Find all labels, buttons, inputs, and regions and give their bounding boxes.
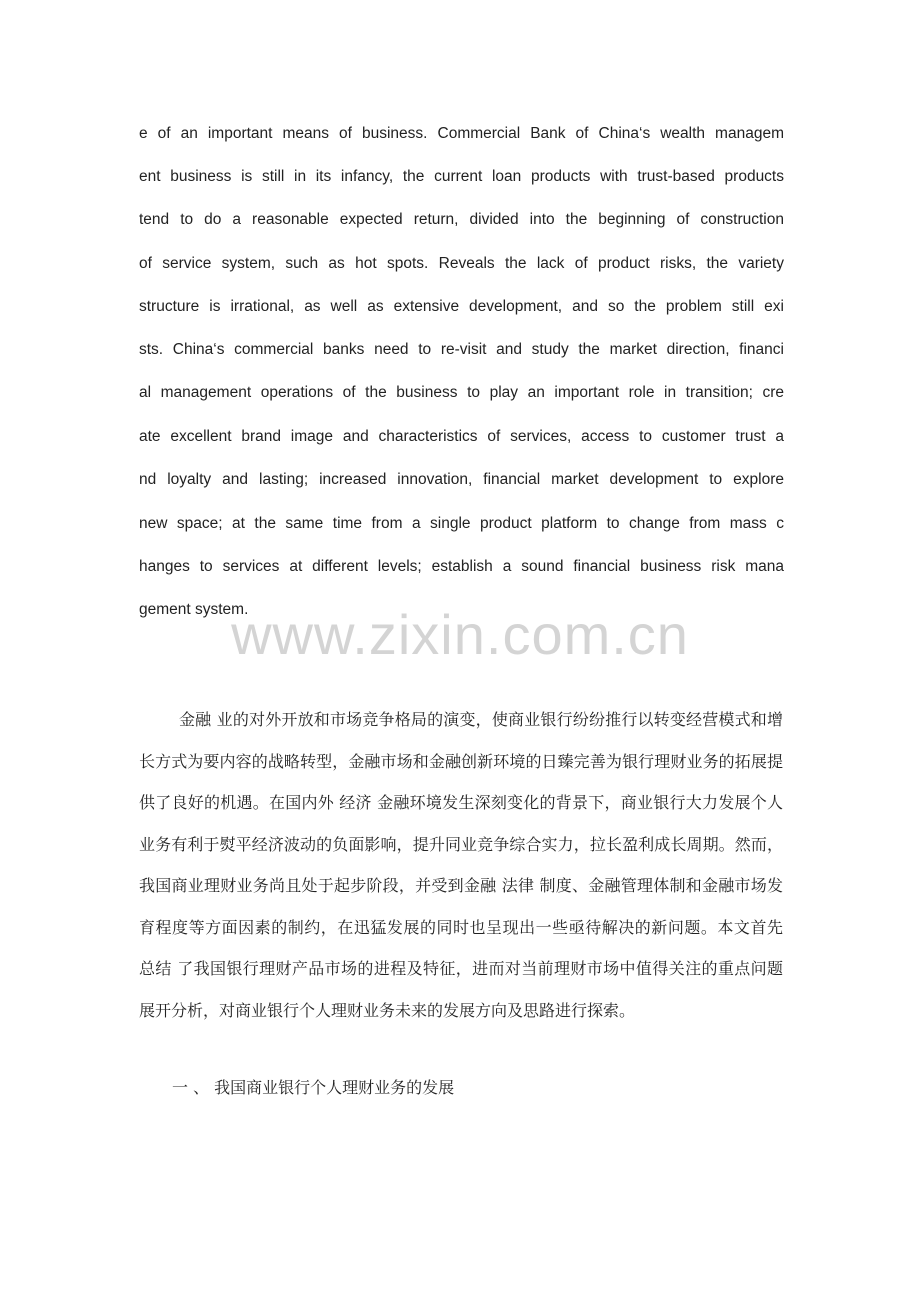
chinese-line: 我国商业理财业务尚且处于起步阶段，并受到金融 法律 制度、金融管理体制和金融市场发 — [139, 876, 783, 895]
chinese-line: 金融 业的对外开放和市场竞争格局的演变，使商业银行纷纷推行以转变经营模式和增 — [179, 710, 783, 729]
chinese-line: 展开分析，对商业银行个人理财业务未来的发展方向及思路进行探索。 — [139, 1001, 636, 1020]
english-line: gement system. — [139, 601, 249, 618]
english-line: ate excellent brand image and characteristics of services, access to customer trust a — [139, 428, 784, 445]
english-line: of service system, such as hot spots. Reveals the lack of product risks, the variety — [139, 255, 784, 272]
english-line: ent business is still in its infancy, the current loan products with trust-based products — [139, 168, 784, 185]
chinese-line: 总结 了我国银行理财产品市场的进程及特征，进而对当前理财市场中值得关注的重点问题 — [139, 959, 783, 978]
english-line: sts. China‘s commercial banks need to re-visit and study the market direction, financi — [139, 341, 784, 358]
watermark: www.zixin.com.cn — [231, 603, 689, 666]
english-line: hanges to services at different levels; establish a sound financial business risk mana — [139, 558, 784, 575]
english-line: al management operations of the business to play an important role in transition; cre — [139, 384, 784, 401]
chinese-line: 长方式为要内容的战略转型，金融市场和金融创新环境的日臻完善为银行理财业务的拓展提 — [139, 752, 783, 771]
chinese-line: 业务有利于熨平经济波动的负面影响，提升同业竞争综合实力，拉长盈利成长周期。然而， — [139, 835, 783, 854]
chinese-line: 育程度等方面因素的制约，在迅猛发展的同时也呈现出一些亟待解决的新问题。本文首先 — [139, 918, 783, 937]
english-line: tend to do a reasonable expected return, divided into the beginning of construction — [139, 211, 784, 228]
english-line: e of an important means of business. Commercial Bank of China‘s wealth managem — [139, 125, 784, 142]
english-line: nd loyalty and lasting; increased innovation, financial market development to explore — [139, 471, 784, 488]
english-line: structure is irrational, as well as extensive development, and so the problem still exi — [139, 298, 784, 315]
english-line: new space; at the same time from a single product platform to change from mass c — [139, 515, 784, 532]
chinese-line: 供了良好的机遇。在国内外 经济 金融环境发生深刻变化的背景下，商业银行大力发展个人 — [139, 793, 783, 812]
section-heading: 一 、 我国商业银行个人理财业务的发展 — [172, 1078, 455, 1097]
